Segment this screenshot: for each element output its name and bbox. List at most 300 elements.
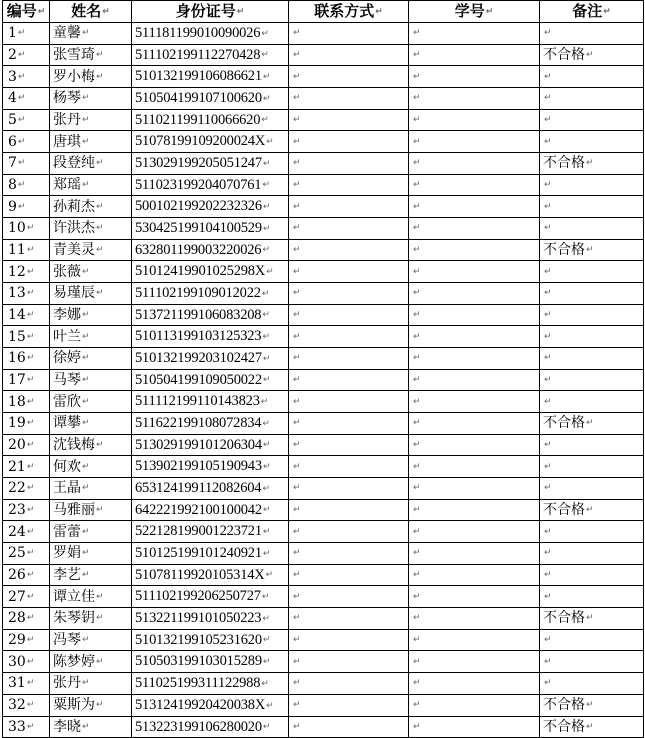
cell-no: [3, 521, 50, 543]
cell-id-text: 510132199106086621: [135, 68, 262, 85]
paragraph-mark-icon: ↵: [82, 375, 90, 386]
cell-no-text: 13: [8, 285, 26, 302]
paragraph-mark-icon: ↵: [293, 635, 301, 646]
cell-no: [3, 304, 50, 326]
cell-id-text: 500102199202232326: [135, 198, 262, 215]
cell-student-no: [409, 694, 540, 716]
cell-contact: [289, 521, 409, 543]
paragraph-mark-icon: ↵: [293, 201, 301, 212]
cell-id: [132, 88, 289, 110]
cell-no-text: 7: [8, 155, 17, 172]
cell-id-text: 522128199001223721: [135, 523, 262, 540]
paragraph-mark-icon: ↵: [266, 700, 274, 711]
cell-name-text: 李娜: [53, 307, 81, 324]
paragraph-mark-icon: ↵: [413, 136, 421, 147]
paragraph-mark-icon: ↵: [262, 310, 270, 321]
paragraph-mark-icon: ↵: [96, 158, 104, 169]
cell-contact: [289, 348, 409, 370]
cell-student-no: [409, 23, 540, 45]
cell-name: [50, 369, 132, 391]
cell-name-text: 张雪琦: [53, 47, 95, 63]
paragraph-mark-icon: ↵: [26, 548, 35, 559]
cell-id-text: 510503199103015289: [135, 653, 262, 670]
paragraph-mark-icon: ↵: [293, 331, 301, 342]
paragraph-mark-icon: ↵: [82, 180, 90, 191]
paragraph-mark-icon: ↵: [262, 483, 270, 494]
cell-remark-text: 不合格: [543, 415, 585, 432]
paragraph-mark-icon: ↵: [262, 548, 271, 559]
paragraph-mark-icon: ↵: [17, 93, 26, 104]
paragraph-mark-icon: ↵: [586, 158, 594, 169]
paragraph-mark-icon: ↵: [293, 158, 301, 169]
table-row: [3, 434, 644, 456]
paragraph-mark-icon: ↵: [82, 93, 90, 104]
cell-contact: [289, 608, 409, 630]
paragraph-mark-icon: ↵: [82, 331, 90, 342]
cell-contact: [289, 478, 409, 500]
cell-id-text: 511112199110143823: [135, 393, 260, 410]
cell-no: [3, 261, 50, 283]
cell-no-text: 22: [8, 480, 26, 497]
table-row: [3, 478, 644, 500]
cell-name: [50, 694, 132, 716]
cell-contact: [289, 369, 409, 391]
cell-name-text: 李艺: [53, 567, 81, 584]
cell-name-text: 段登纯: [53, 155, 95, 172]
paragraph-mark-icon: ↵: [413, 180, 421, 191]
cell-name-text: 孙莉杰: [53, 198, 95, 215]
paragraph-mark-icon: ↵: [413, 266, 421, 277]
table-row: [3, 218, 644, 240]
paragraph-mark-icon: ↵: [262, 462, 271, 473]
cell-name: [50, 261, 132, 283]
paragraph-mark-icon: ↵: [26, 570, 35, 581]
cell-id: [132, 44, 289, 66]
paragraph-mark-icon: ↵: [262, 202, 271, 213]
cell-id: [132, 413, 289, 435]
cell-id-text: 511102199109012022: [135, 285, 261, 302]
cell-no: [3, 651, 50, 673]
cell-no: [3, 586, 50, 608]
paragraph-mark-icon: ↵: [26, 331, 35, 342]
paragraph-mark-icon: ↵: [544, 440, 552, 451]
paragraph-mark-icon: ↵: [262, 657, 271, 668]
paragraph-mark-icon: ↵: [293, 71, 301, 82]
cell-student-no: [409, 586, 540, 608]
paragraph-mark-icon: ↵: [17, 180, 26, 191]
paragraph-mark-icon: ↵: [413, 310, 421, 321]
paragraph-mark-icon: ↵: [261, 288, 270, 299]
paragraph-mark-icon: ↵: [26, 223, 35, 234]
cell-id-text: 51012419901025298X: [135, 263, 266, 280]
paragraph-mark-icon: ↵: [82, 353, 90, 364]
cell-contact: [289, 283, 409, 305]
cell-name: [50, 109, 132, 131]
paragraph-mark-icon: ↵: [82, 526, 90, 537]
cell-student-no: [409, 651, 540, 673]
table-row: [3, 196, 644, 218]
paragraph-mark-icon: ↵: [413, 656, 421, 667]
cell-id: [132, 239, 289, 261]
paragraph-mark-icon: ↵: [96, 71, 104, 82]
paragraph-mark-icon: ↵: [413, 245, 421, 256]
cell-student-no: [409, 239, 540, 261]
paragraph-mark-icon: ↵: [544, 548, 552, 559]
paragraph-mark-icon: ↵: [261, 28, 269, 39]
cell-contact: [289, 23, 409, 45]
paragraph-mark-icon: ↵: [293, 396, 301, 407]
paragraph-mark-icon: ↵: [82, 721, 90, 732]
cell-remark: [540, 218, 644, 240]
paragraph-mark-icon: ↵: [293, 180, 301, 191]
paragraph-mark-icon: ↵: [293, 310, 301, 321]
cell-no: [3, 369, 50, 391]
paragraph-mark-icon: ↵: [96, 613, 104, 624]
paragraph-mark-icon: ↵: [586, 613, 594, 624]
cell-id: [132, 153, 289, 175]
paragraph-mark-icon: ↵: [413, 288, 421, 299]
paragraph-mark-icon: ↵: [413, 461, 421, 472]
cell-no: [3, 348, 50, 370]
paragraph-mark-icon: ↵: [266, 267, 274, 278]
cell-contact: [289, 261, 409, 283]
paragraph-mark-icon: ↵: [261, 678, 269, 689]
paragraph-mark-icon: ↵: [96, 440, 104, 451]
paragraph-mark-icon: ↵: [96, 505, 104, 516]
cell-remark: [540, 304, 644, 326]
cell-no: [3, 413, 50, 435]
paragraph-mark-icon: ↵: [82, 548, 90, 559]
cell-name-text: 谭立佳: [53, 588, 95, 605]
paragraph-mark-icon: ↵: [262, 93, 271, 104]
cell-id: [132, 478, 289, 500]
cell-remark: [540, 44, 644, 66]
table-row: [3, 88, 644, 110]
cell-contact: [289, 716, 409, 738]
cell-name: [50, 543, 132, 565]
cell-contact: [289, 413, 409, 435]
cell-id: [132, 283, 289, 305]
paragraph-mark-icon: ↵: [26, 635, 35, 646]
cell-student-no: [409, 196, 540, 218]
cell-contact: [289, 456, 409, 478]
cell-name-text: 罗小梅: [53, 68, 95, 85]
cell-name: [50, 629, 132, 651]
cell-no-text: 24: [8, 523, 26, 540]
paragraph-mark-icon: ↵: [293, 678, 301, 689]
cell-id: [132, 586, 289, 608]
cell-id-text: 51078199109200024X: [135, 133, 266, 150]
paragraph-mark-icon: ↵: [26, 613, 35, 624]
paragraph-mark-icon: ↵: [293, 50, 301, 60]
cell-student-no: [409, 174, 540, 196]
paragraph-mark-icon: ↵: [17, 201, 26, 212]
paragraph-mark-icon: ↵: [413, 28, 421, 39]
cell-id: [132, 629, 289, 651]
cell-no-text: 19: [8, 415, 26, 432]
cell-contact: [289, 44, 409, 66]
cell-student-no: [409, 326, 540, 348]
paragraph-mark-icon: ↵: [26, 396, 35, 407]
cell-id: [132, 651, 289, 673]
cell-name: [50, 651, 132, 673]
header-contact: 联系方式↵: [289, 1, 409, 23]
paragraph-mark-icon: ↵: [544, 201, 552, 212]
cell-contact: [289, 391, 409, 413]
paragraph-mark-icon: ↵: [413, 700, 421, 711]
paragraph-mark-icon: ↵: [293, 483, 301, 494]
paragraph-mark-icon: ↵: [544, 591, 552, 602]
cell-contact: [289, 326, 409, 348]
cell-id: [132, 564, 289, 586]
cell-remark: [540, 326, 644, 348]
paragraph-mark-icon: ↵: [82, 678, 90, 689]
paragraph-mark-icon: ↵: [26, 288, 35, 299]
cell-name: [50, 88, 132, 110]
cell-remark: [540, 109, 644, 131]
cell-no-text: 33: [8, 718, 26, 735]
paragraph-mark-icon: ↵: [26, 375, 35, 386]
cell-id: [132, 369, 289, 391]
paragraph-mark-icon: ↵: [413, 396, 421, 407]
paragraph-mark-icon: ↵: [293, 136, 301, 147]
paragraph-mark-icon: ↵: [544, 180, 552, 191]
cell-name: [50, 564, 132, 586]
cell-contact: [289, 304, 409, 326]
cell-remark: [540, 261, 644, 283]
table-body: [3, 23, 644, 738]
cell-name-text: 雷蕾: [53, 523, 81, 540]
paragraph-mark-icon: ↵: [82, 28, 90, 39]
paragraph-mark-icon: ↵: [413, 548, 421, 559]
cell-id: [132, 261, 289, 283]
cell-id-text: 513902199105190943: [135, 458, 262, 475]
cell-contact: [289, 694, 409, 716]
table-row: [3, 694, 644, 716]
cell-no-text: 12: [8, 263, 26, 280]
cell-student-no: [409, 44, 540, 66]
paragraph-mark-icon: ↵: [293, 613, 301, 624]
cell-name-text: 易瑾辰: [53, 285, 95, 302]
cell-name: [50, 174, 132, 196]
paragraph-mark-icon: ↵: [26, 678, 35, 689]
cell-no-text: 21: [8, 458, 26, 475]
paragraph-mark-icon: ↵: [544, 656, 552, 667]
cell-no: [3, 131, 50, 153]
cell-no: [3, 564, 50, 586]
cell-id-text: 513221199101050223: [135, 610, 262, 627]
cell-student-no: [409, 304, 540, 326]
cell-id-text: 510504199109050022: [135, 371, 262, 388]
cell-remark: [540, 629, 644, 651]
table-row: [3, 413, 644, 435]
cell-student-no: [409, 434, 540, 456]
cell-no-text: 6: [8, 133, 17, 150]
cell-id: [132, 716, 289, 738]
paragraph-mark-icon: ↵: [82, 570, 90, 581]
cell-contact: [289, 218, 409, 240]
cell-contact: [289, 153, 409, 175]
paragraph-mark-icon: ↵: [413, 115, 421, 126]
cell-no-text: 32: [8, 697, 26, 714]
cell-name: [50, 23, 132, 45]
cell-name-text: 冯琴: [53, 632, 81, 649]
cell-no-text: 25: [8, 545, 26, 562]
cell-contact: [289, 564, 409, 586]
cell-no-text: 10: [8, 220, 26, 237]
cell-name-text: 许洪杰: [53, 220, 95, 237]
cell-no-text: 31: [8, 675, 26, 692]
paragraph-mark-icon: ↵: [102, 7, 110, 17]
table-row: [3, 109, 644, 131]
paragraph-mark-icon: ↵: [265, 570, 273, 581]
cell-no: [3, 478, 50, 500]
cell-student-no: [409, 673, 540, 695]
cell-no: [3, 23, 50, 45]
cell-remark-text: 不合格: [543, 47, 585, 63]
paragraph-mark-icon: ↵: [293, 288, 301, 299]
cell-remark: [540, 88, 644, 110]
paragraph-mark-icon: ↵: [413, 678, 421, 689]
table-row: [3, 456, 644, 478]
cell-remark: [540, 23, 644, 45]
table-row: [3, 608, 644, 630]
cell-id-text: 510504199107100620: [135, 90, 262, 107]
cell-student-no: [409, 131, 540, 153]
cell-remark: [540, 586, 644, 608]
paragraph-mark-icon: ↵: [26, 526, 35, 537]
paragraph-mark-icon: ↵: [17, 136, 26, 147]
paragraph-mark-icon: ↵: [293, 570, 301, 581]
cell-no: [3, 499, 50, 521]
cell-name: [50, 348, 132, 370]
cell-name-text: 粟斯为: [53, 697, 95, 714]
paragraph-mark-icon: ↵: [544, 310, 552, 321]
paragraph-mark-icon: ↵: [96, 288, 104, 299]
cell-id: [132, 109, 289, 131]
cell-no: [3, 218, 50, 240]
paragraph-mark-icon: ↵: [586, 721, 594, 732]
cell-id: [132, 543, 289, 565]
table-row: [3, 239, 644, 261]
cell-no: [3, 174, 50, 196]
cell-name-text: 张丹: [53, 112, 81, 129]
table-row: [3, 348, 644, 370]
paragraph-mark-icon: ↵: [82, 310, 90, 321]
paragraph-mark-icon: ↵: [37, 7, 46, 17]
cell-no-text: 8: [8, 177, 17, 194]
paragraph-mark-icon: ↵: [262, 418, 270, 429]
cell-no-text: 20: [8, 437, 26, 454]
paragraph-mark-icon: ↵: [26, 440, 35, 451]
cell-id-text: 530425199104100529: [135, 220, 262, 237]
cell-no-text: 23: [8, 502, 26, 519]
cell-id: [132, 456, 289, 478]
cell-no-text: 1: [8, 25, 17, 42]
paragraph-mark-icon: ↵: [293, 461, 301, 472]
paragraph-mark-icon: ↵: [262, 72, 271, 83]
cell-student-no: [409, 456, 540, 478]
cell-name-text: 朱琴钥: [53, 610, 95, 627]
cell-student-no: [409, 716, 540, 738]
paragraph-mark-icon: ↵: [96, 50, 104, 60]
cell-no-text: 17: [8, 372, 26, 389]
cell-id-text: 510132199203102427: [135, 350, 262, 367]
paragraph-mark-icon: ↵: [293, 375, 301, 386]
paragraph-mark-icon: ↵: [586, 50, 594, 60]
paragraph-mark-icon: ↵: [262, 245, 270, 256]
table-row: [3, 543, 644, 565]
cell-name: [50, 673, 132, 695]
table-row: [3, 651, 644, 673]
header-remark: 备注↵: [540, 1, 644, 23]
paragraph-mark-icon: ↵: [586, 700, 594, 711]
paragraph-mark-icon: ↵: [26, 721, 35, 732]
cell-id: [132, 174, 289, 196]
paragraph-mark-icon: ↵: [544, 331, 552, 342]
header-name: 姓名↵: [50, 1, 132, 23]
paragraph-mark-icon: ↵: [26, 656, 35, 667]
cell-name: [50, 44, 132, 66]
paragraph-mark-icon: ↵: [413, 201, 421, 212]
cell-remark: [540, 651, 644, 673]
paragraph-mark-icon: ↵: [293, 245, 301, 256]
paragraph-mark-icon: ↵: [26, 461, 35, 472]
cell-name-text: 唐琪: [53, 133, 81, 150]
cell-name: [50, 586, 132, 608]
roster-table: [2, 0, 644, 738]
cell-no: [3, 543, 50, 565]
cell-id: [132, 673, 289, 695]
paragraph-mark-icon: ↵: [544, 223, 552, 234]
paragraph-mark-icon: ↵: [413, 635, 421, 646]
paragraph-mark-icon: ↵: [293, 28, 301, 39]
cell-no: [3, 109, 50, 131]
paragraph-mark-icon: ↵: [603, 7, 611, 17]
paragraph-mark-icon: ↵: [293, 93, 301, 104]
paragraph-mark-icon: ↵: [261, 50, 269, 61]
cell-contact: [289, 131, 409, 153]
table-row: [3, 304, 644, 326]
paragraph-mark-icon: ↵: [413, 158, 421, 169]
cell-id-text: 513721199106083208: [135, 306, 262, 323]
paragraph-mark-icon: ↵: [261, 115, 269, 126]
table-row: [3, 153, 644, 175]
paragraph-mark-icon: ↵: [413, 613, 421, 624]
paragraph-mark-icon: ↵: [26, 310, 35, 321]
paragraph-mark-icon: ↵: [413, 440, 421, 451]
table-row: [3, 564, 644, 586]
paragraph-mark-icon: ↵: [413, 721, 421, 732]
paragraph-mark-icon: ↵: [260, 397, 269, 408]
cell-id: [132, 499, 289, 521]
paragraph-mark-icon: ↵: [82, 483, 90, 494]
cell-name: [50, 218, 132, 240]
cell-name: [50, 499, 132, 521]
cell-no-text: 30: [8, 653, 26, 670]
cell-name: [50, 283, 132, 305]
cell-student-no: [409, 369, 540, 391]
paragraph-mark-icon: ↵: [293, 721, 301, 732]
paragraph-mark-icon: ↵: [82, 396, 90, 407]
cell-name-text: 童馨: [53, 25, 81, 42]
cell-no: [3, 326, 50, 348]
cell-contact: [289, 174, 409, 196]
paragraph-mark-icon: ↵: [293, 353, 301, 364]
cell-no-text: 3: [8, 68, 17, 85]
table-row: [3, 673, 644, 695]
cell-no: [3, 456, 50, 478]
